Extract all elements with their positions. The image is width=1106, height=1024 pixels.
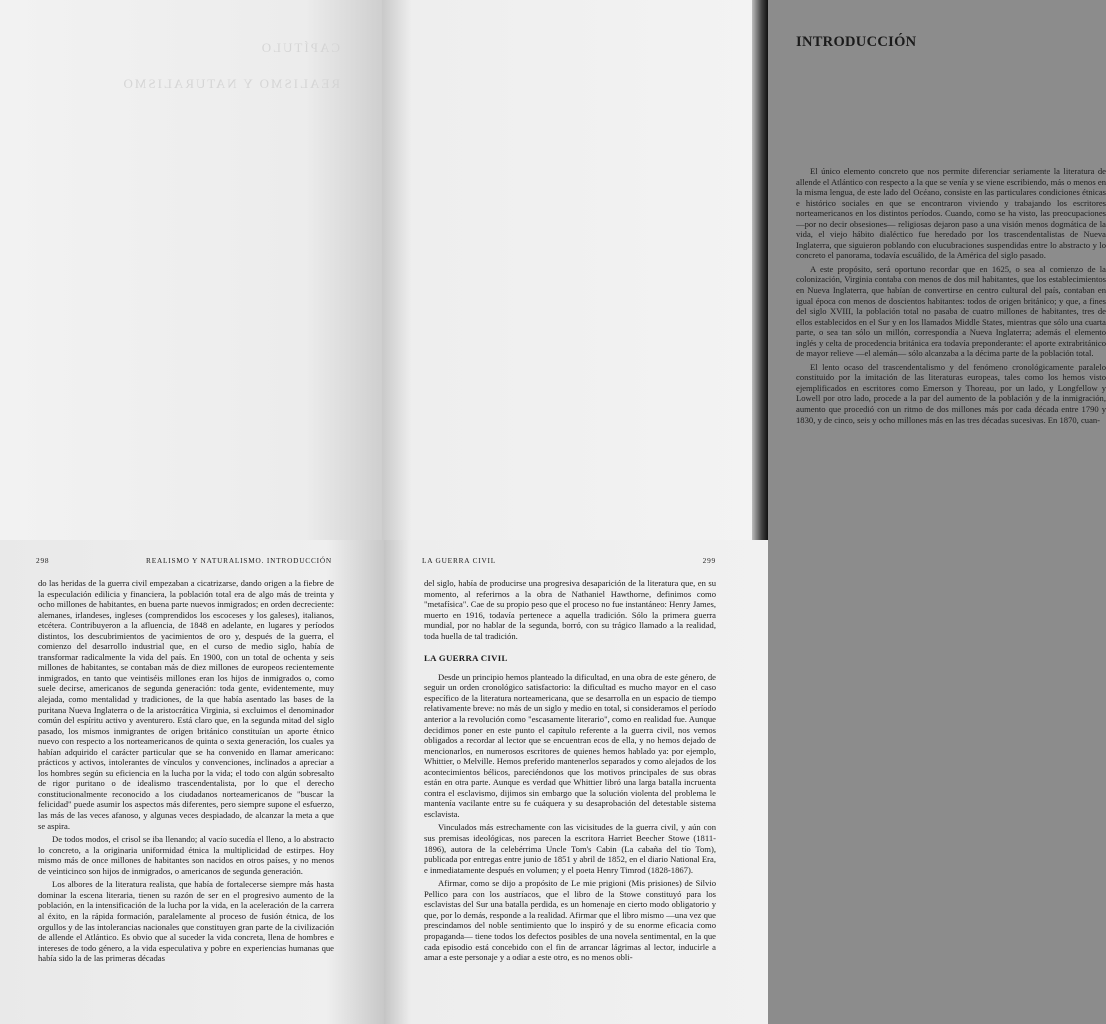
page-298-body xyxy=(38,578,334,967)
blank-left-page xyxy=(0,0,382,540)
paragraph: del siglo, había de producirse una progresiva desaparición de la literatura que, en su momento, al referirnos a la obra de Nathaniel Hawthorne, definimos como "metafísica". Cae de su propio peso que el proceso no fue instantáneo: Henry James, muerto en 1916, todavía pertenece a aquella tradición. Sólo la primera guerra mundial, por no hablar de la segunda, borró, con su trágico llamado a la realidad, toda huella de tal tradición. xyxy=(424,578,716,641)
page-299-body xyxy=(424,578,716,966)
running-header xyxy=(36,556,332,565)
page-number: 299 xyxy=(702,556,716,565)
paragraph: do las heridas de la guerra civil empezaban a cicatrizarse, dando origen a la fiebre de la especulación edilicia y financiera, la población total era de algo más de treinta y ocho millones de habitantes, en buena parte nuevos inmigrados; en orden decreciente: alemanes, irlandeses, ingleses (comprendidos los escoceses y los galeses), italianos, etcétera. Contribuyeron a la afluencia, de 1848 en adelante, en lugares y períodos distintos, los descubrimientos de yacimientos de oro y, después de la guerra, el comienzo del desarrollo industrial que, en el curso de medio siglo, había de transformar radicalmente la vida del país. En 1900, con un total de ochenta y seis millones de habitantes, se contaban más de diez millones de europeos recientemente inmigrados, en tanto que veintiséis millones eran los hijos de inmigrados o, como suele decirse, americanos de segunda generación: toda gente, evidentemente, muy alejada, como mentalidad y tradiciones, de la que había asentado las bases de la puritana Nueva Inglaterra o de la aristocrática Virginia, si excluimos el denominador común del espíritu activo y aventurero. Está claro que, en la segunda mitad del siglo pasado, los mismos inmigrantes de origen británico constituían un aporte étnico nuevo con respecto a los norteamericanos de quinta o sexta generación, los cuales ya habían adquirido el carácter particular que se ha convenido en llamar americano: prácticos y activos, intolerantes de vínculos y convenciones, inclinados a apreciar a los hombres según su eficiencia en la lucha por la vida; el todo con algún sobresalto de rigor puritano o de idealismo trascendentalista, por lo que el derecho constitucionalmente reconocido a los ciudadanos norteamericanos de "buscar la felicidad" puede asumir los aspectos más diferentes, pero siempre supone el esfuerzo, las más de las veces afanoso, y algunas veces despiadado, de alcanzar la meta a que se aspira. xyxy=(38,578,334,831)
bleed-line: REALISMO Y NATURALISMO xyxy=(121,76,340,91)
paragraph: Desde un principio hemos planteado la dificultad, en una obra de este género, de seguir un orden cronológico satisfactorio: la dificultad es mucho mayor en el caso específico de la literatura norteamericana, que se desarrolla en un espacio de tiempo relativamente breve: no más de un siglo y medio en total, si consideramos el período anterior a la revolución como "escasamente literario", como en realidad fue. Aunque decidimos poner en este punto el capítulo referente a la guerra civil, nos vemos obligados a recordar al lector que se encuentran ecos de ella, y no hemos dejado de mencionarlos, en numerosos escritores de quienes hemos hablado ya: por ejemplo, Whittier, o Melville. Hemos preferido mantenerlos separados y como alejados de los acontecimientos bélicos, pareciéndonos que los motivos principales de sus obras están en otra parte. Aunque es verdad que Whittier libró una larga batalla incruenta contra el esclavismo, dijimos sin embargo que la solución violenta del problema le mantenía vacilante entre su fe cuáquera y su desaprobación del detestable sistema esclavista. xyxy=(424,671,716,819)
paragraph: El único elemento concreto que nos permite diferenciar seriamente la literatura de allende el Atlántico con respecto a la que se venía y se viene escribiendo, más o menos en la misma lengua, de este lado del Océano, consiste en las particulares condiciones étnicas e histórico sociales en que se encontraron viviendo y trabajando los escritores norteamericanos en los distintos períodos. Cuando, como se ha visto, las preocupaciones —por no decir obsesiones— religiosas dejaron paso a una visión menos dogmática de la vida, el viejo hábito dialéctico fue heredado por los trascendentalistas de Nueva Inglaterra, que siguieron poblando con elucubraciones suspendidas entre lo abstracto y lo concreto el panorama, todavía escuálido, de la América del siglo pasado. xyxy=(796,166,1106,261)
paragraph: El lento ocaso del trascendentalismo y del fenómeno cronológicamente paralelo constituido por la imitación de las literaturas europeas, tales como los hemos visto ejemplificados en escritores como Emerson y Thoreau, por un lado, y Longfellow y Lowell por otro lado, procede a la par del aumento de la población y de la inmigración, aumento que procedió con un ritmo de dos millones más por cada década entre 1790 y 1830, y de cinco, seis y ocho millones más en las tres décadas sucesivas. En 1870, cuan- xyxy=(796,361,1106,425)
page-298 xyxy=(0,540,384,1024)
paragraph: Afirmar, como se dijo a propósito de Le mie prigioni (Mis prisiones) de Silvio Pellico para con los austríacos, que el libro de la Stowe constituyó para los esclavistas del Sur una batalla perdida, es un homenaje en cierto modo obligatorio y que, por lo demás, responde a la realidad. Afirmar que el libro mismo —una vez que prescindamos del noble sentimiento que lo inspiró y de su enorme eficacia como propaganda— tiene todos los defectos posibles de una novela sentimental, en la que cada episodio está concebido con el fin de arrancar lágrimas al lector, inducirle a amar a este personaje y a odiar a este otro, es no menos obli- xyxy=(424,878,716,963)
paragraph: Vinculados más estrechamente con las vicisitudes de la guerra civil, y aún con sus premisas ideológicas, nos parecen la escritora Harriet Beecher Stowe (1811-1896), autora de la celebérrima Uncle Tom's Cabin (La cabaña del tío Tom), publicada por entregas entre junio de 1851 y abril de 1852, en el diario National Era, e inmediatamente después en volumen; y el poeta Henry Timrod (1828-1867). xyxy=(424,822,716,875)
bleed-line: CAPÍTULO xyxy=(259,40,340,55)
paragraph: De todos modos, el crisol se iba llenando; al vacío sucedía el lleno, a lo abstracto lo concreto, a la originaria uniformidad étnica la multiplicidad de estirpes. Hoy mismo más de once millones de habitantes son nacidos en otros países, y no menos de veinticinco son hijos de inmigrados, o americanos de segunda generación. xyxy=(38,834,334,876)
running-head-title: REALISMO Y NATURALISMO. INTRODUCCIÓN xyxy=(146,556,332,565)
introduction-page xyxy=(382,0,1106,540)
page-299 xyxy=(384,540,768,1024)
book-edge-shadow xyxy=(752,0,768,540)
page-number: 298 xyxy=(36,556,50,565)
bottom-book-spread xyxy=(0,540,768,1024)
introduction-body xyxy=(796,166,1106,428)
chapter-title: INTRODUCCIÓN xyxy=(796,34,917,50)
running-head-title: LA GUERRA CIVIL xyxy=(422,556,497,565)
section-title: LA GUERRA CIVIL xyxy=(424,653,508,664)
bleed-through-text xyxy=(60,40,340,112)
paragraph: A este propósito, será oportuno recordar que en 1625, o sea al comienzo de la colonización, Virginia contaba con menos de dos mil habitantes, que los establecimientos en Nueva Inglaterra, que habían de convertirse en centro cultural del país, contaban en igual época con menos de doscientos habitantes: todos de origen británico; y que, a fines del siglo XVIII, la población total no pasaba de cuatro millones de habitantes, tres de ellos establecidos en el Sur y en los llamados Middle States, mientras que sólo una cuarta parte, o sea tan sólo un millón, correspondía a Nueva Inglaterra; además el elemento inglés y celta de procedencia británica era todavía preponderante: el aporte extrabritánico de mayor relieve —el alemán— sólo alcanzaba a la décima parte de la población total. xyxy=(796,263,1106,359)
paragraph: Los albores de la literatura realista, que había de fortalecerse siempre más hasta dominar la escena literaria, tienen su razón de ser en el progresivo aumento de la población, en la intensificación de la lucha por la vida, en la aceleración de la carrera al éxito, en la rápida formación, paralelamente al proceso de fusión étnica, de los orgullos y de las intolerancias nacionales que constituyen gran parte de la civilización de allende el Atlántico. Es obvio que al suceder la vida concreta, llena de hombres e intereses de todo género, a la vida especulativa y pobre en experiencias humanas que había sido la de las primeras décadas xyxy=(38,879,334,964)
running-header xyxy=(422,556,716,565)
